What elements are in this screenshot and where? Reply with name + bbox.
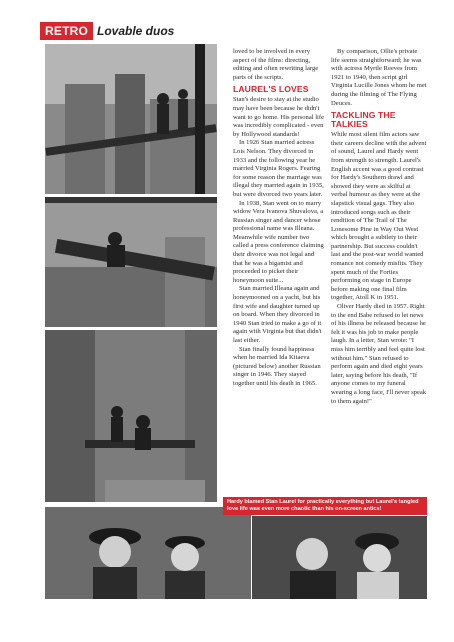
col1-paragraph: In 1938, Stan went on to marry widow Vera Ivanova Shuvalova, a Russian singer and dancer whose professional name was Illeana. Meanwhile wife number two called a press conference claiming their divorce was not legal and that he was a bigamist and proceeded to picket their honeymoon suite...	[233, 199, 324, 284]
page-header	[40, 22, 174, 40]
col2-paragraph: Oliver Hardy died in 1957. Right to the end Babe refused to let news of his illness be released because he felt it was his job to make people laugh. In a letter, Stan wrote: "I miss him terribly and feel quite lost without him." Stan refused to perform again and died eight years later, saying before his death, "If anyone comes to my funeral wearing a long face, I'll never speak to them again!"	[331, 303, 427, 405]
photo-stan-and-ida	[252, 516, 427, 599]
photo-duo-portrait-image	[45, 507, 251, 599]
photo-stan-and-ida-image	[252, 516, 427, 599]
photo-girder-skyline-image	[45, 44, 217, 194]
col2-paragraph: While most silent film actors saw their careers decline with the advent of sound, Laurel and Hardy went from strength to strength. Laurel's English accent was a good contrast for Hardy's Southern drawl and showed they were as skilful at verbal humour as they were at the slapstick visual gags. They also introduced songs such as their rendition of The Trail of The Lonesome Pine in Way Out West which brought a subtlety to their partnership. But success couldn't last and the post-war world wanted romance not comedy misfits. They spent much of the Forties performing on stage in Europe before making one final film together, Atoll K in 1951.	[331, 131, 427, 302]
photo-duo-portrait	[45, 507, 251, 599]
article-column-2	[331, 48, 427, 406]
heading-tackling-talkies	[331, 111, 427, 129]
photo-duo-girder-street-image	[45, 330, 217, 502]
heading-line-2: TALKIES	[331, 119, 368, 130]
col2-intro: By comparison, Ollie's private life seems straightforward; he was with actress Myrtle Reeves from 1921 to 1940, then script girl Virginia Lucille Jones whom he met during the filming of The Flying Deuces.	[331, 48, 427, 107]
col1-paragraph: Stan married Illeana again and honeymooned on a yacht, but his first wife and daughter turned up on board. When they divorced in 1940 Stan tried to make a go of it again with Virginia but that didn't last either.	[233, 285, 322, 344]
col1-paragraph: In 1926 Stan married actress Lois Nelson. They divorced in 1933 and the following year he married Virginia Rogers. Fearing for some reason the marriage was illegal they married again in 1935, but were divorced two years later.	[233, 139, 324, 198]
photo-caption: Hardy blamed Stan Laurel for practically everything but Laurel's tangled love life was even more chaotic than his on-screen antics!	[223, 497, 427, 515]
section-title: Lovable duos	[97, 24, 175, 38]
col1-paragraph: Stan finally found happiness when he married Ida Kitaeva (pictured below) another Russian singer in 1946. They stayed together until his death in 1965.	[233, 345, 321, 387]
photo-beam-city	[45, 197, 217, 327]
photo-beam-city-image	[45, 197, 217, 327]
col1-paragraph: Stan's desire to stay at the studio may have been because he didn't want to go home. His personal life was incredibly complicated - even by Hollywood standards!	[233, 96, 325, 138]
col1-intro: loved to be involved in every aspect of the films: directing, editing and often rewriting large parts of the scripts.	[233, 48, 319, 81]
article-column-1	[233, 48, 325, 389]
heading-line-1: TACKLING THE	[331, 110, 396, 121]
photo-duo-girder-street	[45, 330, 217, 502]
retro-badge: RETRO	[40, 22, 93, 40]
photo-girder-skyline	[45, 44, 217, 194]
heading-laurels-loves: LAUREL'S LOVES	[233, 84, 309, 95]
